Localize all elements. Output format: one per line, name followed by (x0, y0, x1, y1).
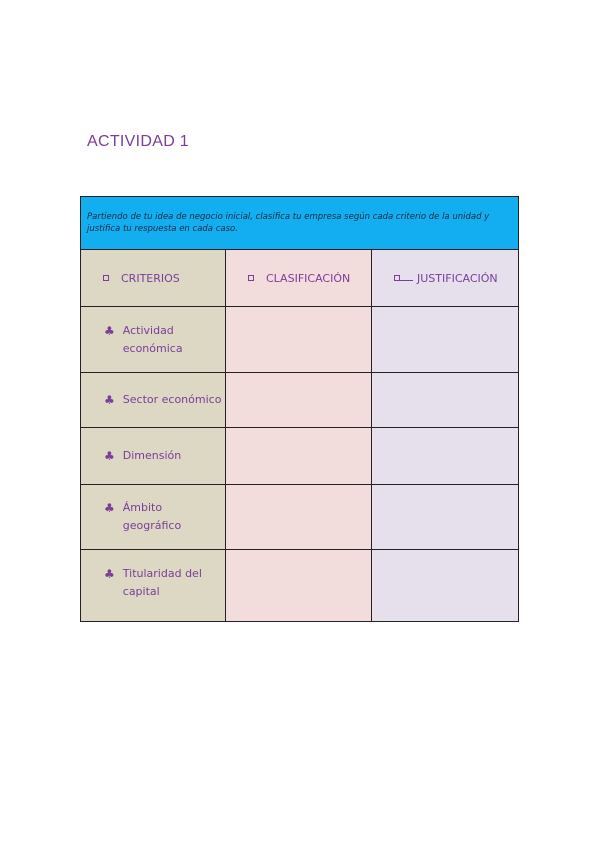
club-icon: ♣ (104, 449, 115, 463)
clasificacion-cell[interactable] (226, 550, 372, 622)
header-criterios-label: CRITERIOS (121, 271, 180, 285)
criterio-label: Sector económico (122, 393, 222, 406)
header-clasificacion (226, 250, 372, 307)
criterio-cell (81, 550, 226, 622)
header-row (81, 250, 519, 307)
header-justificacion (372, 250, 519, 307)
criterio-cell (81, 428, 226, 485)
club-icon: ♣ (104, 323, 115, 338)
club-icon: ♣ (104, 501, 115, 515)
square-bullet-icon (248, 275, 254, 281)
table-row (81, 485, 519, 550)
club-icon: ♣ (104, 566, 115, 581)
header-clasificacion-label: CLASIFICACIÓN (266, 271, 351, 285)
criterio-label: Ámbito geográfico (122, 501, 182, 532)
instruction-row (81, 197, 519, 250)
justificacion-cell[interactable] (372, 485, 519, 550)
clasificacion-cell[interactable] (226, 428, 372, 485)
justificacion-cell[interactable] (372, 307, 519, 373)
justificacion-cell[interactable] (372, 373, 519, 428)
criterio-label: Dimensión (122, 449, 182, 462)
page-title: ACTIVIDAD 1 (87, 133, 189, 150)
clasificacion-cell[interactable] (226, 373, 372, 428)
criterio-cell (81, 307, 226, 373)
activity-table (80, 196, 519, 622)
justificacion-cell[interactable] (372, 550, 519, 622)
club-icon: ♣ (104, 393, 115, 407)
criterio-cell (81, 485, 226, 550)
instruction-text: Partiendo de tu idea de negocio inicial, clasifica tu empresa según cada criterio de la unidad y justifica tu respuesta en cada caso. (81, 197, 519, 250)
square-bullet-icon (394, 275, 415, 281)
criterio-cell (81, 373, 226, 428)
justificacion-cell[interactable] (372, 428, 519, 485)
clasificacion-cell[interactable] (226, 485, 372, 550)
table-row (81, 550, 519, 622)
header-justificacion-label: JUSTIFICACIÓN (417, 271, 498, 285)
criterio-label: Titularidad del capital (122, 566, 202, 598)
clasificacion-cell[interactable] (226, 307, 372, 373)
table-row (81, 428, 519, 485)
criterio-label: Actividad económica (122, 323, 183, 355)
header-criterios (81, 250, 226, 307)
square-bullet-icon (103, 275, 109, 281)
table-row (81, 373, 519, 428)
table-row (81, 307, 519, 373)
